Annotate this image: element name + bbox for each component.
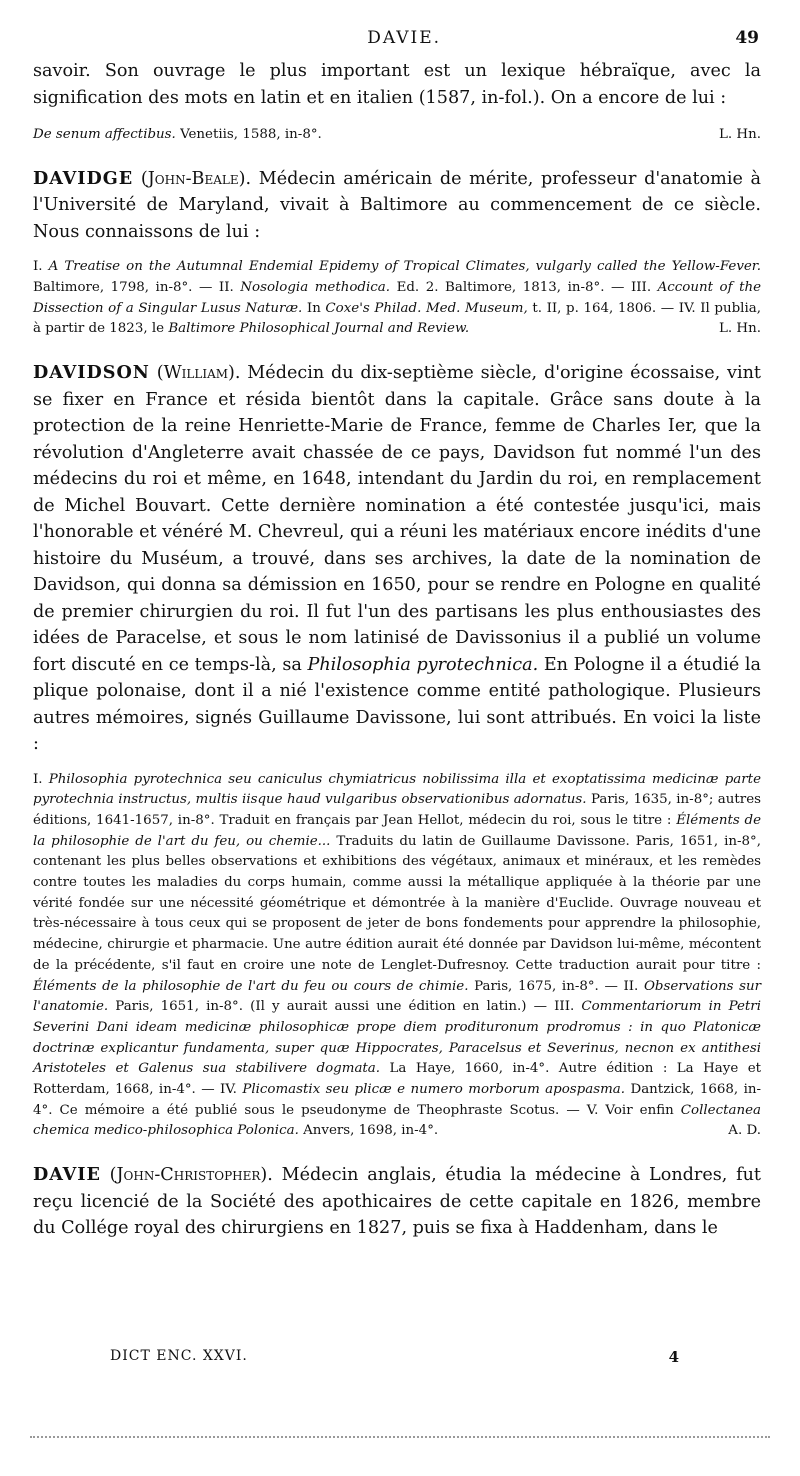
entry-davidge-name: DAVIDGE — [33, 167, 134, 189]
intro-paragraph — [33, 58, 761, 111]
davidge-works — [33, 257, 761, 340]
davidson-work-part-2: Paris, 1635, in-8°; autres éditions, 1641-1657, in-8°. Traduit en français par Jean Hellot, médecin du roi, sous le titre : — [33, 792, 761, 828]
page — [33, 28, 761, 1242]
entry-davidson-name: DAVIDSON — [33, 362, 150, 384]
davidson-work-part-14: Anvers, 1698, in-4°. — [298, 1123, 439, 1139]
davidge-work-1-r: Ed. 2. Baltimore, 1813, in-8°. — III. — [390, 279, 658, 295]
intro-text: savoir. Son ouvrage le plus important est un lexique hébraïque, avec la signification des mots en latin et en italien (1587, in-fol.). On a encore de lui : — [33, 61, 761, 108]
davidson-work-part-11: Plicomastix seu plicæ e numero morborum apospasma. — [242, 1082, 626, 1098]
entry-davie — [33, 1162, 761, 1242]
davidson-work-part-4: Traduits du latin de Guillaume Davissone. Paris, 1651, in-8°, contenant les plus belles observations et exhibitions des végétaux, animaux et minéraux, et les remèdes contre toutes les maladies du corps humain, comme aussi la métallique appliquée à la théorie par une vérité fondée sur une nécessité géométrique et démontrée à la manière d'Euclide. Ouvrage nouveau et très-nécessaire à tous ceux qui se proposent de jeter de bons fondements pour apprendre la philosophie, médecine, chirurgie et pharmacie. Une autre édition aurait été donnée par Davidson lui-même, mécontent de la précédente, s'il faut en croire une note de Lenglet-Dufresnoy. Cette traduction aurait pour titre : — [33, 833, 761, 973]
davidge-work-0-p: I. — [33, 259, 49, 275]
intro-signature: L. Hn. — [719, 127, 761, 142]
bottom-dotted-rule — [30, 1436, 770, 1441]
entry-davidge — [33, 166, 761, 246]
entry-davie-given: (John-Christopher). — [100, 1165, 273, 1186]
entry-davidge-text: Médecin américain de mérite, professeur d'anatomie à l'Université de Maryland, vivait à Baltimore au commencement de ce siècle. Nous connaissons de lui : — [33, 168, 762, 242]
davidson-signature: A. D. — [728, 1123, 761, 1139]
davidson-work-part-0: I. — [33, 771, 49, 787]
intro-work-rest: Venetiis, 1588, in-8°. — [175, 127, 322, 142]
davidson-work-part-5: Éléments de la philosophie de l'art du feu ou cours de chimie. — [33, 978, 469, 994]
davidge-work-3-r: t. II, p. 164, 1806. — IV. Il publia, à partir de 1823, le — [33, 300, 761, 337]
davidson-work-part-9: Commentariorum in Petri Severini Dani ideam medicinæ philosophicæ prope diem prodituronum prodromus : in quo Platonicæ doctrinæ explicantur fundamenta, super quæ Hippocrates, Paracelsus et Severinus, necnon ex antithesi Aristoteles et Galenus sua stabilivere dogmata. — [33, 999, 761, 1077]
davidge-work-2-t: Account of the Dissection of a Singular Lusus Naturæ. — [33, 279, 762, 316]
intro-work-title: De senum affectibus. — [33, 127, 176, 142]
davidson-work-part-10: La Haye, 1660, in-4°. Autre édition : La Haye et Rotterdam, 1668, in-4°. — IV. — [33, 1061, 762, 1098]
running-title: DAVIE. — [367, 28, 442, 48]
davidson-work-part-1: Philosophia pyrotechnica seu caniculus chymiatricus nobilissima illa et exoptatissima medicinæ parte pyrotechnia instructus, multis iisque haud vulgaribus observationibus adornatus. — [33, 771, 761, 808]
davidson-work-part-6: Paris, 1675, in-8°. — II. — [468, 978, 644, 994]
entry-davidson-text-italic: Philosophia pyrotechnica. — [307, 654, 539, 675]
entry-davidson-text-a: Médecin du dix-septième siècle, d'origine écossaise, vint se fixer en France et résida bientôt dans la capitale. Grâce sans doute à la protection de la reine Henriette-Marie de France, femme de Charles Ier, que la révolution d'Angleterre avait chassée de ce pays, Davidson fut nommé l'un des médecins du roi et même, en 1648, intendant du Jardin du roi, en remplacement de Michel Bouvart. Cette dernière nomination a été contestée jusqu'ici, mais l'honorable et vénéré M. Chevreul, qui a réuni les matériaux encore inédits d'une histoire du Muséum, a trouvé, dans ses archives, la date de la nomination de Davidson, qui donna sa démission en 1650, pour se rendre en Pologne en qualité de premier chirurgien du roi. Il fut l'un des partisans les plus enthousiastes des idées de Paracelse, et sous le nom latinisé de Davissonius il a publié un volume fort discuté en ce temps-là, sa — [33, 363, 762, 675]
running-header — [33, 28, 761, 58]
davidson-work-part-13: Collectanea chemica medico-philosophica Polonica. — [33, 1102, 761, 1139]
entry-davidson — [33, 360, 761, 758]
davidson-work-part-7: Observations sur l'anatomie. — [33, 978, 761, 1015]
davidge-work-4-t: Baltimore Philosophical Journal and Review. — [168, 321, 470, 337]
entry-davidge-given: (John-Beale). — [133, 168, 252, 189]
intro-work — [33, 125, 761, 146]
page-number: 49 — [735, 28, 759, 48]
page-footer — [110, 1348, 680, 1366]
davidge-work-2-r: In — [302, 300, 326, 316]
entry-davidson-text-b: En Pologne il a étudié la plique polonaise, dont il a nié l'existence comme entité pathologique. Plusieurs autres mémoires, signés Guillaume Davissone, lui sont attribués. En voici la liste : — [33, 654, 761, 755]
davidson-work-part-8: Paris, 1651, in-8°. (Il y aurait aussi une édition en latin.) — III. — [108, 999, 582, 1015]
davidson-work-part-12: Dantzick, 1668, in-4°. Ce mémoire a été publié sous le pseudonyme de Theophraste Scotus. — V. Voir enfin — [33, 1082, 762, 1118]
davidson-works — [33, 770, 761, 1143]
entry-davie-text: Médecin anglais, étudia la médecine à Londres, fut reçu licencié de la Société des apothicaires de cette capitale en 1826, membre du Collége royal des chirurgiens en 1827, puis se fixa à Haddenham, dans le — [33, 1165, 762, 1239]
entry-davie-name: DAVIE — [33, 1164, 101, 1186]
davidge-work-1-t: Nosologia methodica. — [240, 279, 391, 295]
footer-signature-mark: 4 — [668, 1348, 680, 1366]
davidge-work-0-r: Baltimore, 1798, in-8°. — II. — [33, 279, 241, 295]
davidge-signature: L. Hn. — [719, 321, 761, 337]
footer-signature-line: DICT ENC. XXVI. — [110, 1348, 248, 1364]
davidge-work-3-t: Coxe's Philad. Med. Museum, — [325, 300, 528, 316]
entry-davidson-given: (William). — [149, 363, 241, 384]
davidson-work-part-3: Éléments de la philosophie de l'art du feu, ou chemie... — [33, 812, 761, 849]
davidge-work-0-t: A Treatise on the Autumnal Endemial Epidemy of Tropical Climates, vulgarly called the Yellow-Fever. — [48, 259, 761, 275]
